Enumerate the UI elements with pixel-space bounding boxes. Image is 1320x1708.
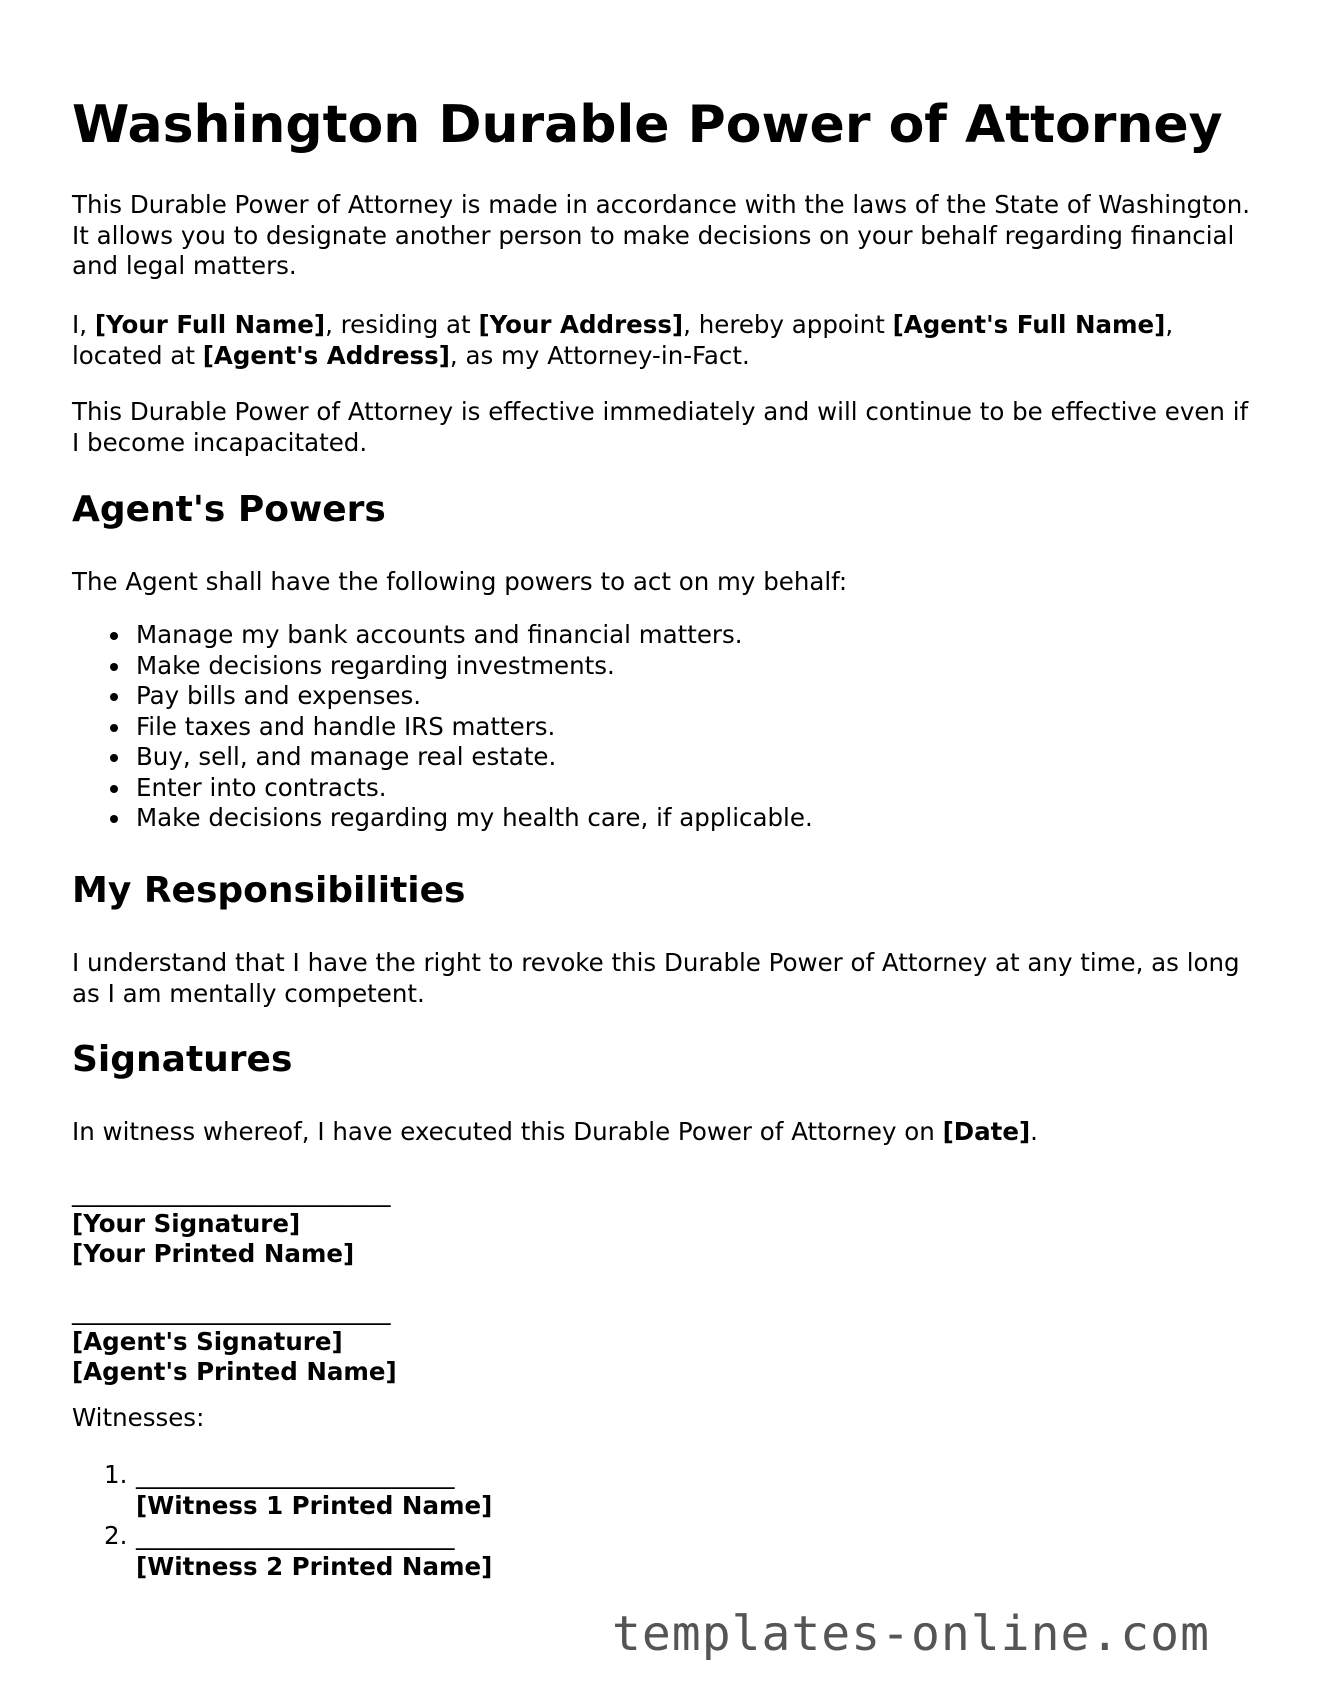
- responsibilities-paragraph: I understand that I have the right to revoke this Durable Power of Attorney at any time, as long as I am mentally competent.: [72, 948, 1240, 1008]
- bullet-icon: [110, 785, 118, 793]
- your-signature-block: [72, 1178, 1252, 1270]
- witness-printed-name-placeholder: [Witness 2 Printed Name]: [136, 1551, 493, 1581]
- agent-signature-line: __________________________: [72, 1296, 391, 1325]
- agent-signature-block: [72, 1296, 1252, 1388]
- powers-intro: The Agent shall have the following powers to act on my behalf:: [72, 567, 848, 596]
- witness-number: 2.: [104, 1521, 128, 1550]
- intro-paragraph: This Durable Power of Attorney is made in accordance with the laws of the State of Washington. It allows you to designate another person to make decisions on your behalf regarding financial and legal matters.: [72, 190, 1251, 280]
- agent-printed-name-placeholder: [Agent's Printed Name]: [72, 1357, 397, 1386]
- power-item-text: Make decisions regarding investments.: [136, 650, 615, 680]
- witnesses-list: [72, 1460, 1252, 1582]
- appointment-text-4: , located at: [72, 310, 1174, 370]
- appointment-text-2: , residing at: [325, 310, 479, 339]
- list-item: [72, 712, 1252, 743]
- appointment-text-1: I,: [72, 310, 95, 339]
- power-item-text: Pay bills and expenses.: [136, 681, 422, 710]
- signatures-heading: Signatures: [72, 1039, 293, 1080]
- bullet-icon: [110, 632, 118, 640]
- powers-list: [72, 620, 1252, 834]
- witness-number: 1.: [104, 1460, 128, 1489]
- list-item: [72, 1521, 1252, 1582]
- responsibilities-heading: My Responsibilities: [72, 870, 466, 911]
- agent-address-placeholder: [Agent's Address]: [202, 340, 450, 370]
- powers-heading: Agent's Powers: [72, 489, 386, 530]
- agent-signature-placeholder: [Agent's Signature]: [72, 1326, 343, 1356]
- witness-statement-text-1: In witness whereof, I have executed this Durable Power of Attorney on: [72, 1117, 943, 1146]
- power-item-text: File taxes and handle IRS matters.: [136, 711, 556, 741]
- witness-signature-line: __________________________: [136, 1521, 455, 1550]
- witnesses-label: Witnesses:: [72, 1403, 205, 1432]
- power-item-text: Manage my bank accounts and financial matters.: [136, 620, 743, 649]
- list-item: [72, 651, 1252, 682]
- appointment-text-3: , hereby appoint: [683, 310, 893, 339]
- power-item-text: Make decisions regarding my health care, if applicable.: [136, 803, 813, 832]
- bullet-icon: [110, 663, 118, 671]
- bullet-icon: [110, 724, 118, 732]
- witness-statement: [72, 1117, 1252, 1148]
- list-item: [72, 620, 1252, 651]
- your-printed-name-placeholder: [Your Printed Name]: [72, 1239, 355, 1268]
- your-full-name-placeholder: [Your Full Name]: [94, 310, 326, 339]
- list-item: [72, 773, 1252, 804]
- witness-signature-line: __________________________: [136, 1460, 455, 1489]
- witness-printed-name-placeholder: [Witness 1 Printed Name]: [136, 1490, 493, 1520]
- your-signature-line: __________________________: [72, 1178, 391, 1207]
- list-item: [72, 681, 1252, 712]
- list-item: [72, 1460, 1252, 1521]
- document-title: Washington Durable Power of Attorney: [72, 95, 1223, 155]
- your-address-placeholder: [Your Address]: [478, 310, 684, 339]
- bullet-icon: [110, 815, 118, 823]
- list-item: [72, 742, 1252, 773]
- list-item: [72, 803, 1252, 834]
- power-item-text: Buy, sell, and manage real estate.: [136, 742, 557, 771]
- bullet-icon: [110, 754, 118, 762]
- date-placeholder: [Date]: [942, 1117, 1031, 1146]
- effective-paragraph: This Durable Power of Attorney is effective immediately and will continue to be effective even if I become incapacitated.: [72, 397, 1249, 457]
- witness-statement-text-2: .: [1030, 1117, 1038, 1146]
- watermark-text: templates-online.com: [612, 1606, 1210, 1662]
- power-item-text: Enter into contracts.: [136, 772, 387, 802]
- appointment-text-5: , as my Attorney-in-Fact.: [449, 340, 750, 370]
- bullet-icon: [110, 693, 118, 701]
- your-signature-placeholder: [Your Signature]: [72, 1208, 301, 1238]
- agent-full-name-placeholder: [Agent's Full Name]: [892, 310, 1166, 339]
- appointment-paragraph: [72, 310, 1252, 371]
